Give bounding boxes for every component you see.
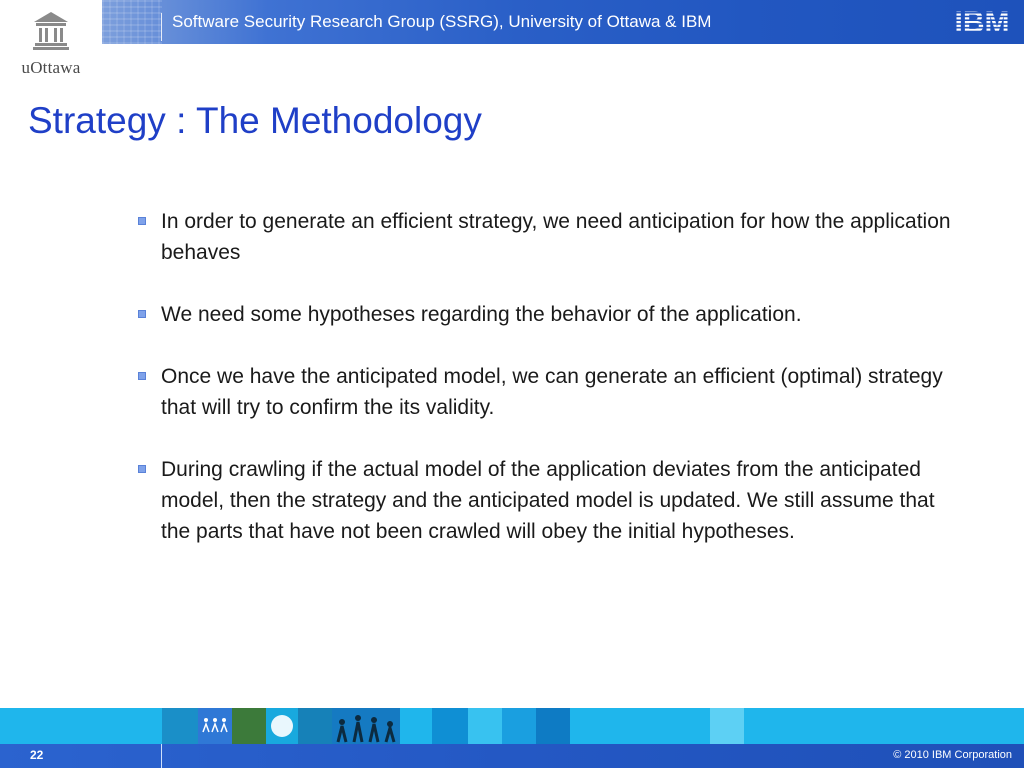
building-icon <box>31 10 71 52</box>
people-icon <box>198 708 232 744</box>
pixel-tile <box>536 708 570 744</box>
page-number: 22 <box>30 748 44 762</box>
copyright-text: © 2010 IBM Corporation <box>893 749 1012 761</box>
bullet-text: In order to generate an efficient strategy, we need anticipation for how the application behaves <box>161 210 951 264</box>
slide-title: Strategy : The Methodology <box>28 100 482 141</box>
bullet-item <box>136 299 956 330</box>
bullet-list <box>136 206 956 578</box>
logo-text: uOttawa <box>21 58 81 77</box>
header-divider <box>161 13 162 41</box>
footer-image-strip <box>0 708 1024 744</box>
square-bullet-icon <box>138 372 146 380</box>
square-bullet-icon <box>138 465 146 473</box>
footer-divider <box>161 744 162 768</box>
bullet-text: During crawling if the actual model of the application deviates from the anticipated model, then the strategy and the anticipated model is updated. We still assume that the parts that have not been crawled will obey the initial hypotheses. <box>161 458 935 543</box>
square-bullet-icon <box>138 217 146 225</box>
footer-bar <box>0 744 1024 768</box>
ibm-logo-icon <box>947 6 1017 36</box>
bullet-text: Once we have the anticipated model, we can generate an efficient (optimal) strategy that will try to confirm the its validity. <box>161 365 943 419</box>
photo-tile <box>298 708 332 744</box>
photo-tile <box>162 708 198 744</box>
bullet-text: We need some hypotheses regarding the behavior of the application. <box>161 303 802 326</box>
people-silhouette-icon <box>332 708 400 744</box>
square-bullet-icon <box>138 310 146 318</box>
ibm-logo-text: IBM <box>954 6 1010 36</box>
header-title: Software Security Research Group (SSRG), University of Ottawa & IBM <box>172 12 712 31</box>
uottawa-logo <box>0 0 102 84</box>
pixel-tile <box>468 708 502 744</box>
pixel-tile <box>432 708 468 744</box>
bullet-item <box>136 454 956 547</box>
circle-icon <box>266 708 298 744</box>
bullet-item <box>136 361 956 423</box>
header-texture <box>102 0 162 44</box>
pixel-tile <box>502 708 536 744</box>
header-bar <box>102 0 1024 44</box>
bullet-item <box>136 206 956 268</box>
pixel-tile <box>710 708 744 744</box>
photo-tile <box>232 708 266 744</box>
